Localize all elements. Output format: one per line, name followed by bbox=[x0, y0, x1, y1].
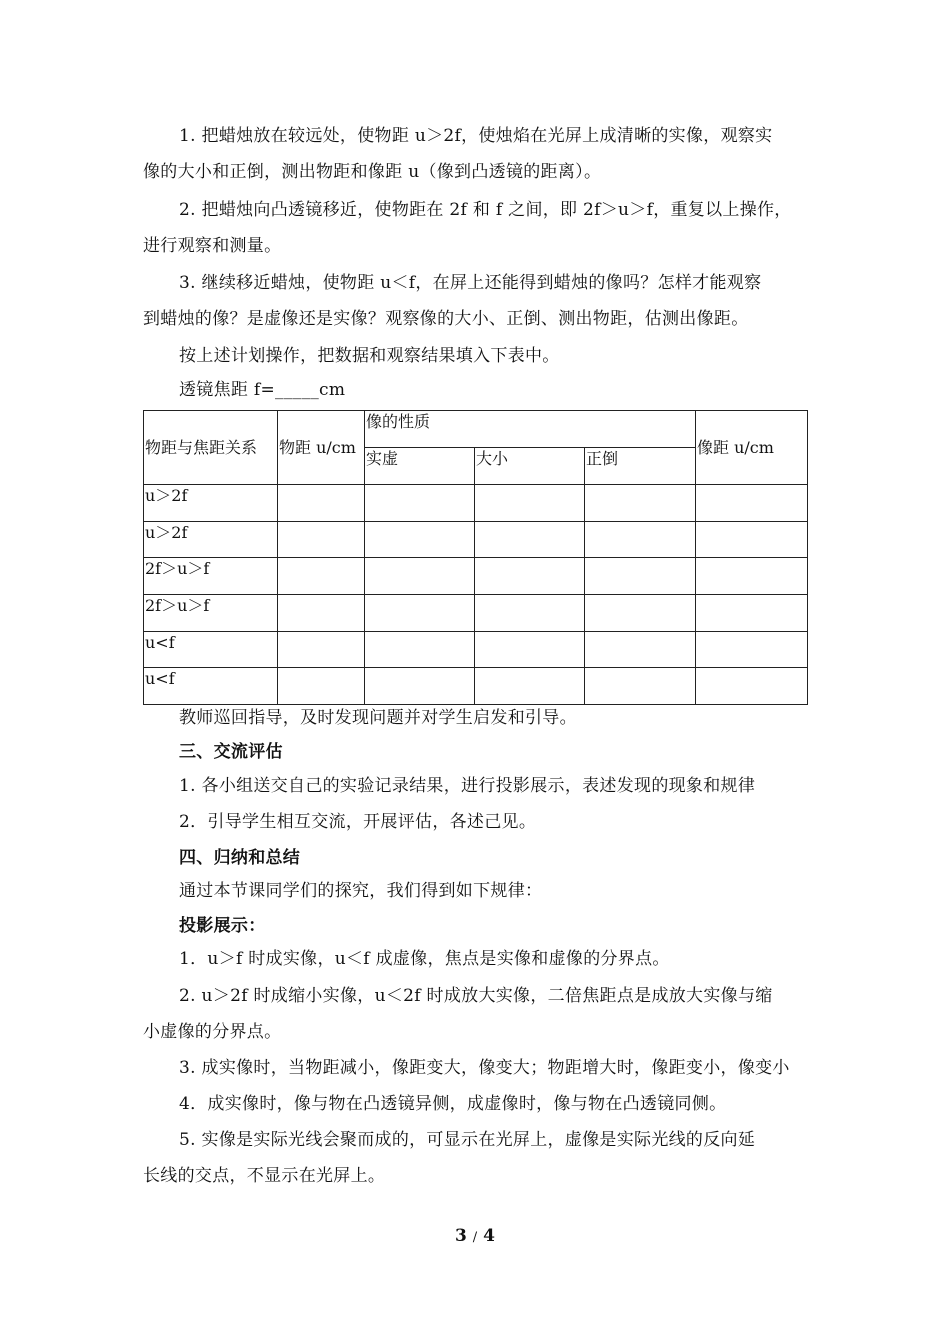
section-4-intro: 通过本节课同学们的探究，我们得到如下规律： bbox=[179, 881, 543, 901]
teacher-note: 教师巡回指导，及时发现问题并对学生启发和引导。 bbox=[179, 708, 577, 728]
header-object-distance: 物距 u/cm bbox=[278, 411, 365, 485]
paragraph-1-line-1: 1. 把蜡烛放在较远处，使物距 u＞2f，使烛焰在光屏上成清晰的实像，观察实 bbox=[179, 126, 773, 146]
paragraph-2-line-2: 进行观察和测量。 bbox=[143, 236, 282, 256]
row-relation: 2f＞u＞f bbox=[144, 558, 278, 595]
projection-label: 投影展示： bbox=[179, 916, 266, 936]
header-size: 大小 bbox=[475, 448, 585, 485]
rule-5-line-1: 5. 实像是实际光线会聚而成的，可显示在光屏上，虚像是实际光线的反向延 bbox=[179, 1130, 756, 1150]
table-row bbox=[144, 632, 808, 668]
paragraph-1-line-2: 像的大小和正倒，测出物距和像距 u（像到凸透镜的距离）。 bbox=[143, 162, 602, 182]
section-4-heading: 四、归纳和总结 bbox=[179, 848, 301, 868]
rule-2-line-2: 小虚像的分界点。 bbox=[143, 1022, 282, 1042]
data-table bbox=[143, 410, 808, 705]
rule-4: 4．成实像时，像与物在凸透镜异侧，成虚像时，像与物在凸透镜同侧。 bbox=[179, 1094, 727, 1114]
page-separator: / bbox=[472, 1230, 478, 1245]
section-3-item-1: 1. 各小组送交自己的实验记录结果，进行投影展示，表述发现的现象和规律 bbox=[179, 776, 756, 796]
focal-length-line: 透镜焦距 f=_____cm bbox=[179, 380, 346, 400]
table-row bbox=[144, 558, 808, 595]
paragraph-3-line-2: 到蜡烛的像？是虚像还是实像？观察像的大小、正倒、测出物距，估测出像距。 bbox=[143, 309, 749, 329]
row-relation: u<f bbox=[144, 632, 278, 668]
row-relation: u＞2f bbox=[144, 485, 278, 522]
page-number bbox=[0, 1226, 950, 1246]
paragraph-3-line-1: 3. 继续移近蜡烛，使物距 u＜f，在屏上还能得到蜡烛的像吗？怎样才能观察 bbox=[179, 273, 762, 293]
paragraph-2-line-1: 2. 把蜡烛向凸透镜移近，使物距在 2f 和 f 之间，即 2f＞u＞f，重复以上操作， bbox=[179, 200, 792, 220]
header-real-virtual: 实虚 bbox=[365, 448, 475, 485]
row-relation: u＞2f bbox=[144, 522, 278, 558]
table-row bbox=[144, 485, 808, 522]
header-relation: 物距与焦距关系 bbox=[144, 411, 278, 485]
page-current: 3 bbox=[455, 1226, 467, 1246]
header-image-distance: 像距 u/cm bbox=[696, 411, 808, 485]
header-image-nature: 像的性质 bbox=[365, 411, 696, 448]
paragraph-4: 按上述计划操作，把数据和观察结果填入下表中。 bbox=[179, 346, 560, 366]
section-3-item-2: 2．引导学生相互交流，开展评估，各述己见。 bbox=[179, 812, 537, 832]
rule-1: 1．u＞f 时成实像，u＜f 成虚像，焦点是实像和虚像的分界点。 bbox=[179, 949, 670, 969]
section-3-heading: 三、交流评估 bbox=[179, 742, 283, 762]
table-row bbox=[144, 668, 808, 705]
page-total: 4 bbox=[483, 1226, 495, 1246]
row-relation: u<f bbox=[144, 668, 278, 705]
table-row bbox=[144, 595, 808, 632]
rule-2-line-1: 2. u＞2f 时成缩小实像，u＜2f 时成放大实像，二倍焦距点是成放大实像与缩 bbox=[179, 986, 773, 1006]
header-orientation: 正倒 bbox=[585, 448, 696, 485]
row-relation: 2f＞u＞f bbox=[144, 595, 278, 632]
rule-3: 3. 成实像时，当物距减小，像距变大，像变大；物距增大时，像距变小，像变小 bbox=[179, 1058, 790, 1078]
rule-5-line-2: 长线的交点，不显示在光屏上。 bbox=[143, 1166, 386, 1186]
table-row bbox=[144, 522, 808, 558]
